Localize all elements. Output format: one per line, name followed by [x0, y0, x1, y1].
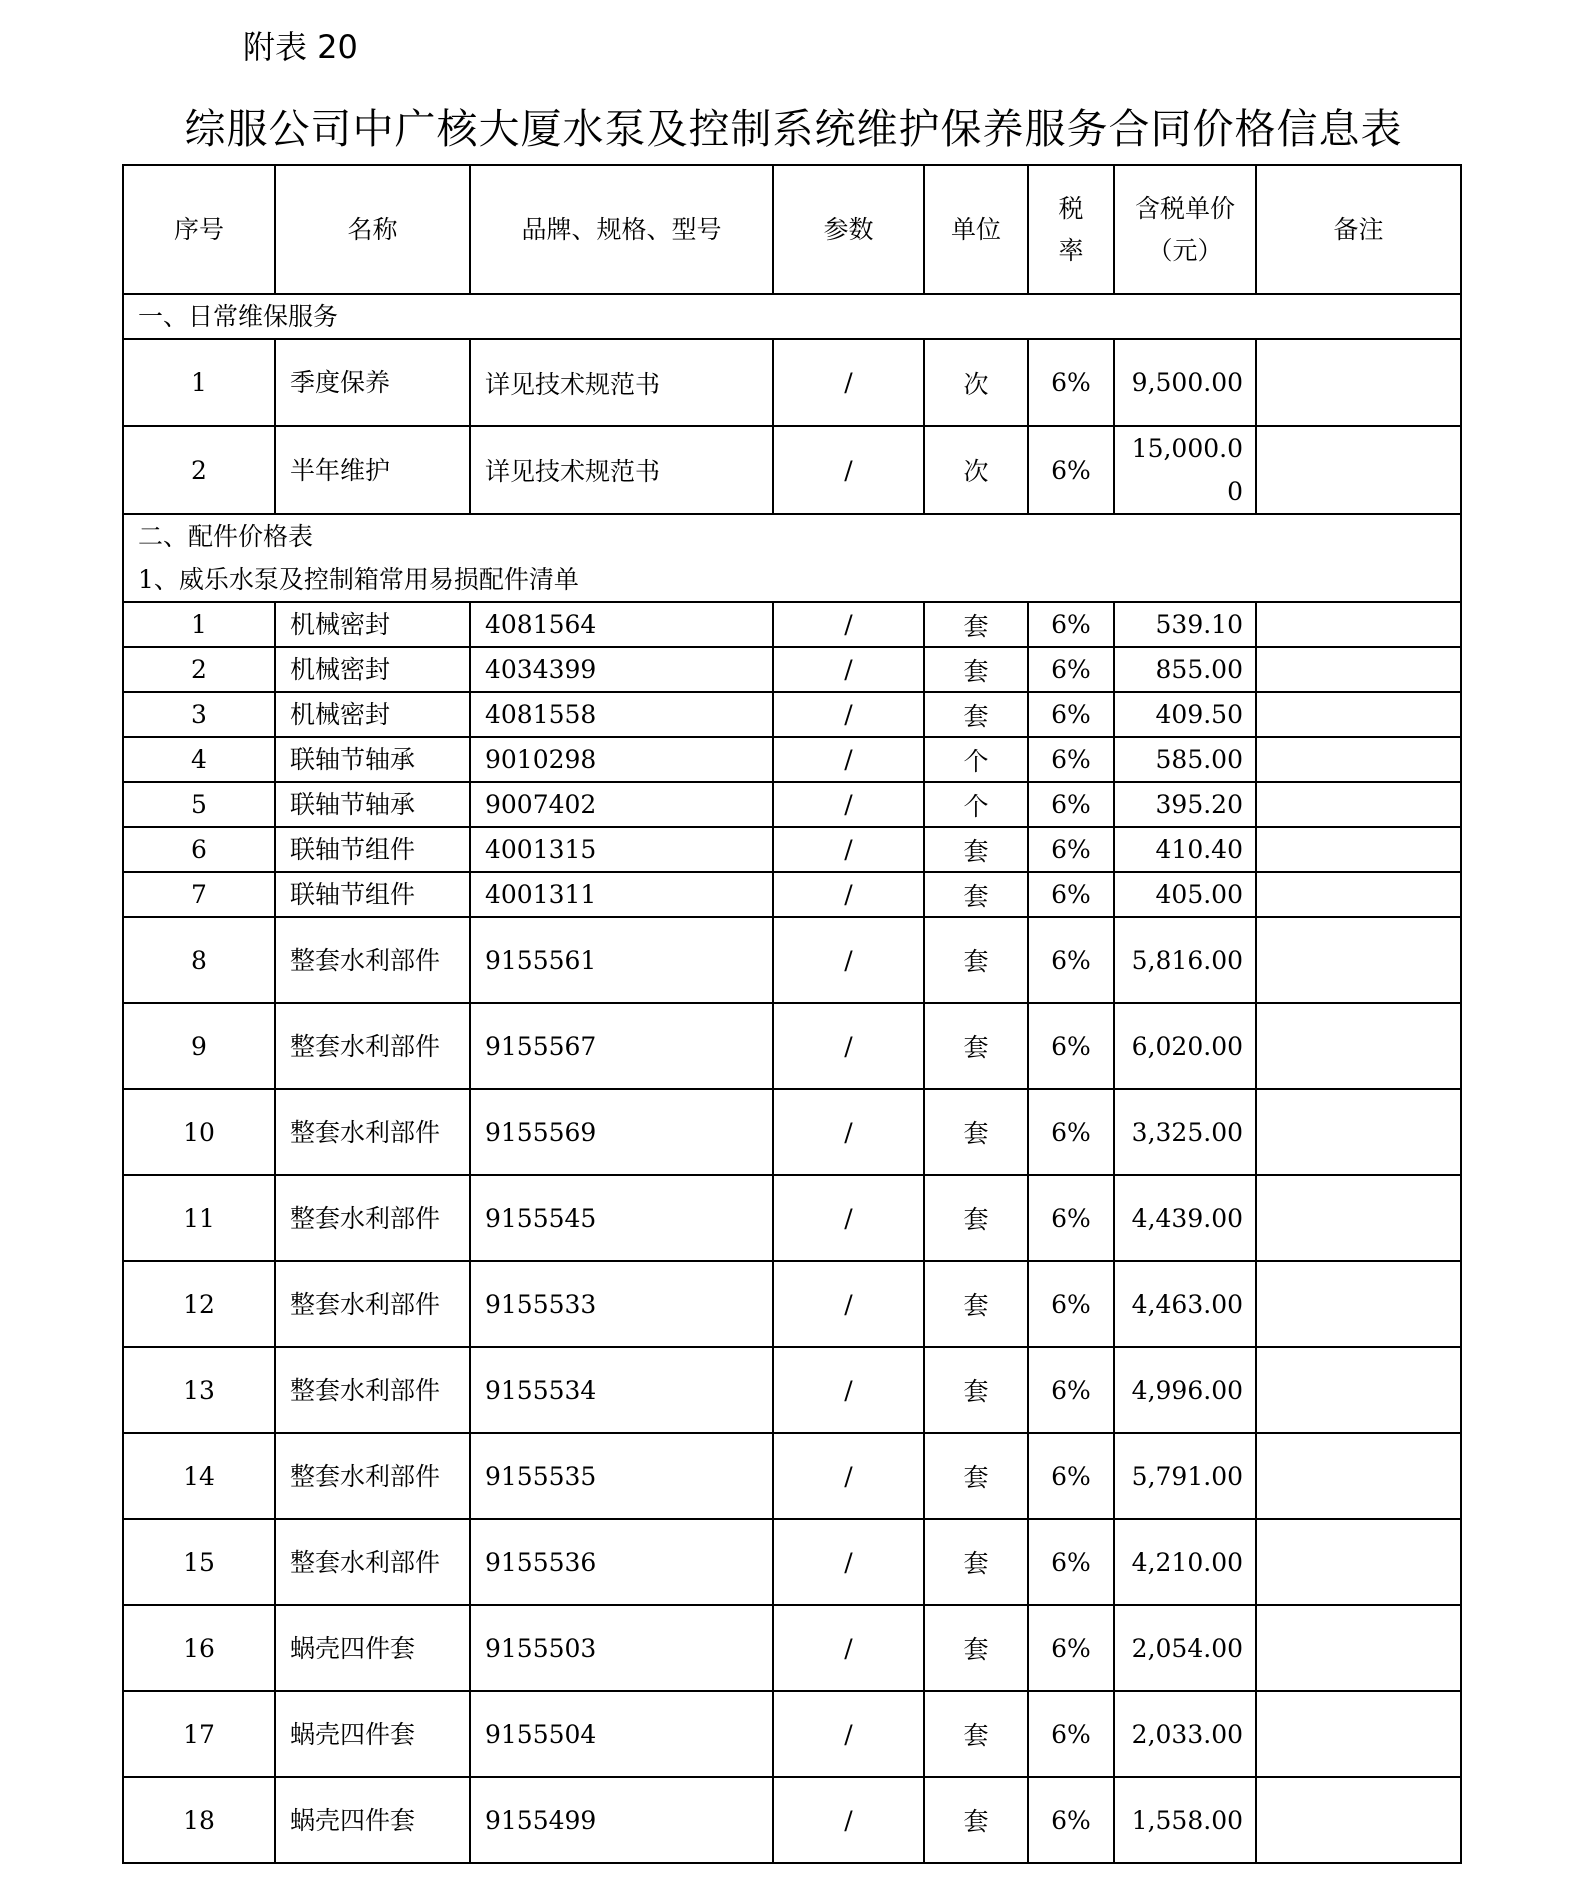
header-remark: 备注	[1256, 165, 1461, 294]
cell-tax: 6%	[1028, 827, 1114, 872]
cell-unit: 套	[924, 647, 1028, 692]
cell-tax: 6%	[1028, 602, 1114, 647]
cell-remark	[1256, 1089, 1461, 1175]
table-row	[123, 737, 1461, 782]
cell-index: 4	[123, 737, 275, 782]
cell-model: 4081564	[470, 602, 773, 647]
cell-remark	[1256, 1003, 1461, 1089]
price-value: 405.00	[1155, 880, 1243, 909]
cell-tax: 6%	[1028, 872, 1114, 917]
cell-tax: 6%	[1028, 917, 1114, 1003]
cell-model: 4034399	[470, 647, 773, 692]
header-model: 品牌、规格、型号	[470, 165, 773, 294]
cell-remark	[1256, 602, 1461, 647]
cell-model: 9155503	[470, 1605, 773, 1691]
cell-price	[1114, 647, 1256, 692]
cell-name: 机械密封	[275, 692, 470, 737]
cell-index: 7	[123, 872, 275, 917]
table-row	[123, 917, 1461, 1003]
cell-price	[1114, 426, 1256, 514]
cell-index: 15	[123, 1519, 275, 1605]
cell-tax: 6%	[1028, 1175, 1114, 1261]
cell-unit: 套	[924, 872, 1028, 917]
cell-index: 2	[123, 647, 275, 692]
cell-model: 9007402	[470, 782, 773, 827]
header-index: 序号	[123, 165, 275, 294]
price-value: 585.00	[1155, 745, 1243, 774]
cell-tax: 6%	[1028, 1777, 1114, 1863]
cell-tax: 6%	[1028, 1691, 1114, 1777]
cell-remark	[1256, 1605, 1461, 1691]
price-value: 9,500.00	[1131, 368, 1243, 397]
cell-index: 2	[123, 426, 275, 514]
cell-price	[1114, 1175, 1256, 1261]
table-row	[123, 1605, 1461, 1691]
cell-unit: 次	[924, 426, 1028, 514]
cell-unit: 套	[924, 602, 1028, 647]
table-row	[123, 426, 1461, 514]
cell-param: /	[773, 917, 924, 1003]
cell-param: /	[773, 1175, 924, 1261]
cell-remark	[1256, 737, 1461, 782]
cell-index: 14	[123, 1433, 275, 1519]
cell-index: 6	[123, 827, 275, 872]
cell-unit: 套	[924, 692, 1028, 737]
cell-price	[1114, 1003, 1256, 1089]
cell-tax: 6%	[1028, 339, 1114, 426]
cell-tax: 6%	[1028, 692, 1114, 737]
price-value: 4,996.00	[1131, 1375, 1243, 1405]
cell-model: 4001311	[470, 872, 773, 917]
price-value: 3,325.00	[1131, 1117, 1243, 1147]
section-row-parts-price	[123, 514, 1461, 602]
cell-tax: 6%	[1028, 1605, 1114, 1691]
cell-name: 联轴节轴承	[275, 782, 470, 827]
cell-unit: 套	[924, 917, 1028, 1003]
cell-remark	[1256, 827, 1461, 872]
cell-price	[1114, 1519, 1256, 1605]
price-value: 4,439.00	[1131, 1203, 1243, 1233]
cell-price	[1114, 1605, 1256, 1691]
cell-index: 13	[123, 1347, 275, 1433]
price-value: 409.50	[1155, 700, 1243, 729]
cell-model: 详见技术规范书	[470, 426, 773, 514]
cell-price	[1114, 1691, 1256, 1777]
cell-remark	[1256, 917, 1461, 1003]
price-value: 539.10	[1155, 610, 1243, 639]
cell-price	[1114, 827, 1256, 872]
cell-tax: 6%	[1028, 647, 1114, 692]
cell-index: 18	[123, 1777, 275, 1863]
table-row	[123, 1777, 1461, 1863]
section-label: 一、日常维保服务	[123, 294, 1461, 339]
cell-remark	[1256, 426, 1461, 514]
cell-model: 9155534	[470, 1347, 773, 1433]
cell-name: 整套水利部件	[275, 1175, 470, 1261]
cell-name: 整套水利部件	[275, 1003, 470, 1089]
cell-name: 蜗壳四件套	[275, 1691, 470, 1777]
table-row	[123, 602, 1461, 647]
cell-index: 1	[123, 339, 275, 426]
cell-unit: 套	[924, 1089, 1028, 1175]
document-title: 综服公司中广核大厦水泵及控制系统维护保养服务合同价格信息表	[184, 105, 1403, 153]
cell-remark	[1256, 1347, 1461, 1433]
cell-name: 整套水利部件	[275, 1089, 470, 1175]
cell-index: 8	[123, 917, 275, 1003]
cell-model: 详见技术规范书	[470, 339, 773, 426]
cell-param: /	[773, 1433, 924, 1519]
table-row	[123, 692, 1461, 737]
cell-unit: 个	[924, 782, 1028, 827]
cell-index: 3	[123, 692, 275, 737]
cell-remark	[1256, 339, 1461, 426]
cell-param: /	[773, 1605, 924, 1691]
cell-name: 联轴节组件	[275, 827, 470, 872]
cell-param: /	[773, 1003, 924, 1089]
header-param: 参数	[773, 165, 924, 294]
cell-name: 机械密封	[275, 647, 470, 692]
cell-param: /	[773, 1691, 924, 1777]
cell-remark	[1256, 872, 1461, 917]
price-value: 855.00	[1155, 655, 1243, 684]
cell-name: 联轴节组件	[275, 872, 470, 917]
cell-param: /	[773, 647, 924, 692]
price-value: 410.40	[1155, 835, 1243, 864]
annex-label: 附表 20	[243, 28, 358, 66]
cell-index: 5	[123, 782, 275, 827]
cell-price	[1114, 1433, 1256, 1519]
cell-model: 9155545	[470, 1175, 773, 1261]
cell-name: 机械密封	[275, 602, 470, 647]
cell-model: 9010298	[470, 737, 773, 782]
cell-price	[1114, 872, 1256, 917]
cell-model: 9155533	[470, 1261, 773, 1347]
price-table	[122, 164, 1462, 1864]
cell-index: 17	[123, 1691, 275, 1777]
cell-unit: 套	[924, 1519, 1028, 1605]
subsection-label: 1、威乐水泵及控制箱常用易损配件清单	[138, 565, 579, 594]
cell-unit: 次	[924, 339, 1028, 426]
cell-name: 联轴节轴承	[275, 737, 470, 782]
price-value: 5,791.00	[1131, 1461, 1243, 1491]
cell-unit: 套	[924, 1691, 1028, 1777]
table-row	[123, 1347, 1461, 1433]
cell-price	[1114, 692, 1256, 737]
cell-tax: 6%	[1028, 1433, 1114, 1519]
cell-param: /	[773, 872, 924, 917]
section-row-daily-maintenance	[123, 294, 1461, 339]
header-tax: 税率	[1028, 165, 1114, 294]
cell-name: 整套水利部件	[275, 1433, 470, 1519]
cell-remark	[1256, 1777, 1461, 1863]
cell-param: /	[773, 1519, 924, 1605]
table-row	[123, 782, 1461, 827]
section-label-cell	[123, 514, 1461, 602]
cell-index: 16	[123, 1605, 275, 1691]
cell-unit: 套	[924, 1777, 1028, 1863]
cell-unit: 套	[924, 1347, 1028, 1433]
cell-name: 整套水利部件	[275, 1347, 470, 1433]
table-row	[123, 1003, 1461, 1089]
cell-tax: 6%	[1028, 1003, 1114, 1089]
cell-param: /	[773, 426, 924, 514]
cell-unit: 套	[924, 1175, 1028, 1261]
cell-index: 9	[123, 1003, 275, 1089]
cell-remark	[1256, 1433, 1461, 1519]
cell-tax: 6%	[1028, 1089, 1114, 1175]
cell-index: 10	[123, 1089, 275, 1175]
cell-model: 9155536	[470, 1519, 773, 1605]
cell-param: /	[773, 827, 924, 872]
price-value: 15,000.00	[1131, 434, 1243, 506]
price-value: 4,463.00	[1131, 1289, 1243, 1319]
cell-price	[1114, 1089, 1256, 1175]
table-row	[123, 1519, 1461, 1605]
cell-price	[1114, 782, 1256, 827]
cell-name: 蜗壳四件套	[275, 1605, 470, 1691]
table-row	[123, 1691, 1461, 1777]
cell-tax: 6%	[1028, 1519, 1114, 1605]
cell-index: 1	[123, 602, 275, 647]
cell-tax: 6%	[1028, 1347, 1114, 1433]
cell-remark	[1256, 692, 1461, 737]
cell-unit: 套	[924, 1605, 1028, 1691]
cell-tax: 6%	[1028, 737, 1114, 782]
cell-price	[1114, 917, 1256, 1003]
cell-price	[1114, 737, 1256, 782]
cell-remark	[1256, 782, 1461, 827]
cell-model: 4081558	[470, 692, 773, 737]
table-row	[123, 1089, 1461, 1175]
cell-remark	[1256, 1175, 1461, 1261]
cell-price	[1114, 1347, 1256, 1433]
cell-tax: 6%	[1028, 426, 1114, 514]
cell-unit: 套	[924, 827, 1028, 872]
cell-remark	[1256, 1519, 1461, 1605]
cell-param: /	[773, 692, 924, 737]
cell-model: 9155567	[470, 1003, 773, 1089]
cell-tax: 6%	[1028, 782, 1114, 827]
cell-param: /	[773, 339, 924, 426]
cell-unit: 个	[924, 737, 1028, 782]
cell-name: 蜗壳四件套	[275, 1777, 470, 1863]
cell-param: /	[773, 602, 924, 647]
price-value: 6,020.00	[1131, 1031, 1243, 1061]
cell-model: 9155561	[470, 917, 773, 1003]
header-price: 含税单价（元）	[1114, 165, 1256, 294]
cell-price	[1114, 1261, 1256, 1347]
cell-remark	[1256, 1691, 1461, 1777]
table-row	[123, 1433, 1461, 1519]
cell-index: 12	[123, 1261, 275, 1347]
table-row	[123, 647, 1461, 692]
cell-name: 整套水利部件	[275, 917, 470, 1003]
table-row	[123, 1261, 1461, 1347]
cell-tax: 6%	[1028, 1261, 1114, 1347]
cell-model: 9155504	[470, 1691, 773, 1777]
cell-param: /	[773, 737, 924, 782]
price-value: 4,210.00	[1131, 1547, 1243, 1577]
cell-name: 整套水利部件	[275, 1261, 470, 1347]
cell-name: 季度保养	[275, 339, 470, 426]
cell-price	[1114, 602, 1256, 647]
price-value: 395.20	[1155, 790, 1243, 819]
cell-name: 整套水利部件	[275, 1519, 470, 1605]
cell-param: /	[773, 782, 924, 827]
cell-param: /	[773, 1089, 924, 1175]
cell-price	[1114, 339, 1256, 426]
table-row	[123, 872, 1461, 917]
cell-unit: 套	[924, 1003, 1028, 1089]
price-value: 2,054.00	[1131, 1633, 1243, 1663]
header-unit: 单位	[924, 165, 1028, 294]
price-value: 2,033.00	[1131, 1719, 1243, 1749]
cell-unit: 套	[924, 1261, 1028, 1347]
table-row	[123, 339, 1461, 426]
table-row	[123, 827, 1461, 872]
cell-model: 9155499	[470, 1777, 773, 1863]
cell-remark	[1256, 1261, 1461, 1347]
header-name: 名称	[275, 165, 470, 294]
cell-unit: 套	[924, 1433, 1028, 1519]
cell-index: 11	[123, 1175, 275, 1261]
cell-remark	[1256, 647, 1461, 692]
cell-price	[1114, 1777, 1256, 1863]
cell-model: 9155535	[470, 1433, 773, 1519]
price-value: 1,558.00	[1131, 1805, 1243, 1835]
cell-param: /	[773, 1261, 924, 1347]
cell-model: 4001315	[470, 827, 773, 872]
price-value: 5,816.00	[1131, 945, 1243, 975]
table-row	[123, 1175, 1461, 1261]
cell-param: /	[773, 1777, 924, 1863]
cell-model: 9155569	[470, 1089, 773, 1175]
cell-name: 半年维护	[275, 426, 470, 514]
table-header-row	[123, 165, 1461, 294]
cell-param: /	[773, 1347, 924, 1433]
section-label: 二、配件价格表	[138, 522, 314, 551]
